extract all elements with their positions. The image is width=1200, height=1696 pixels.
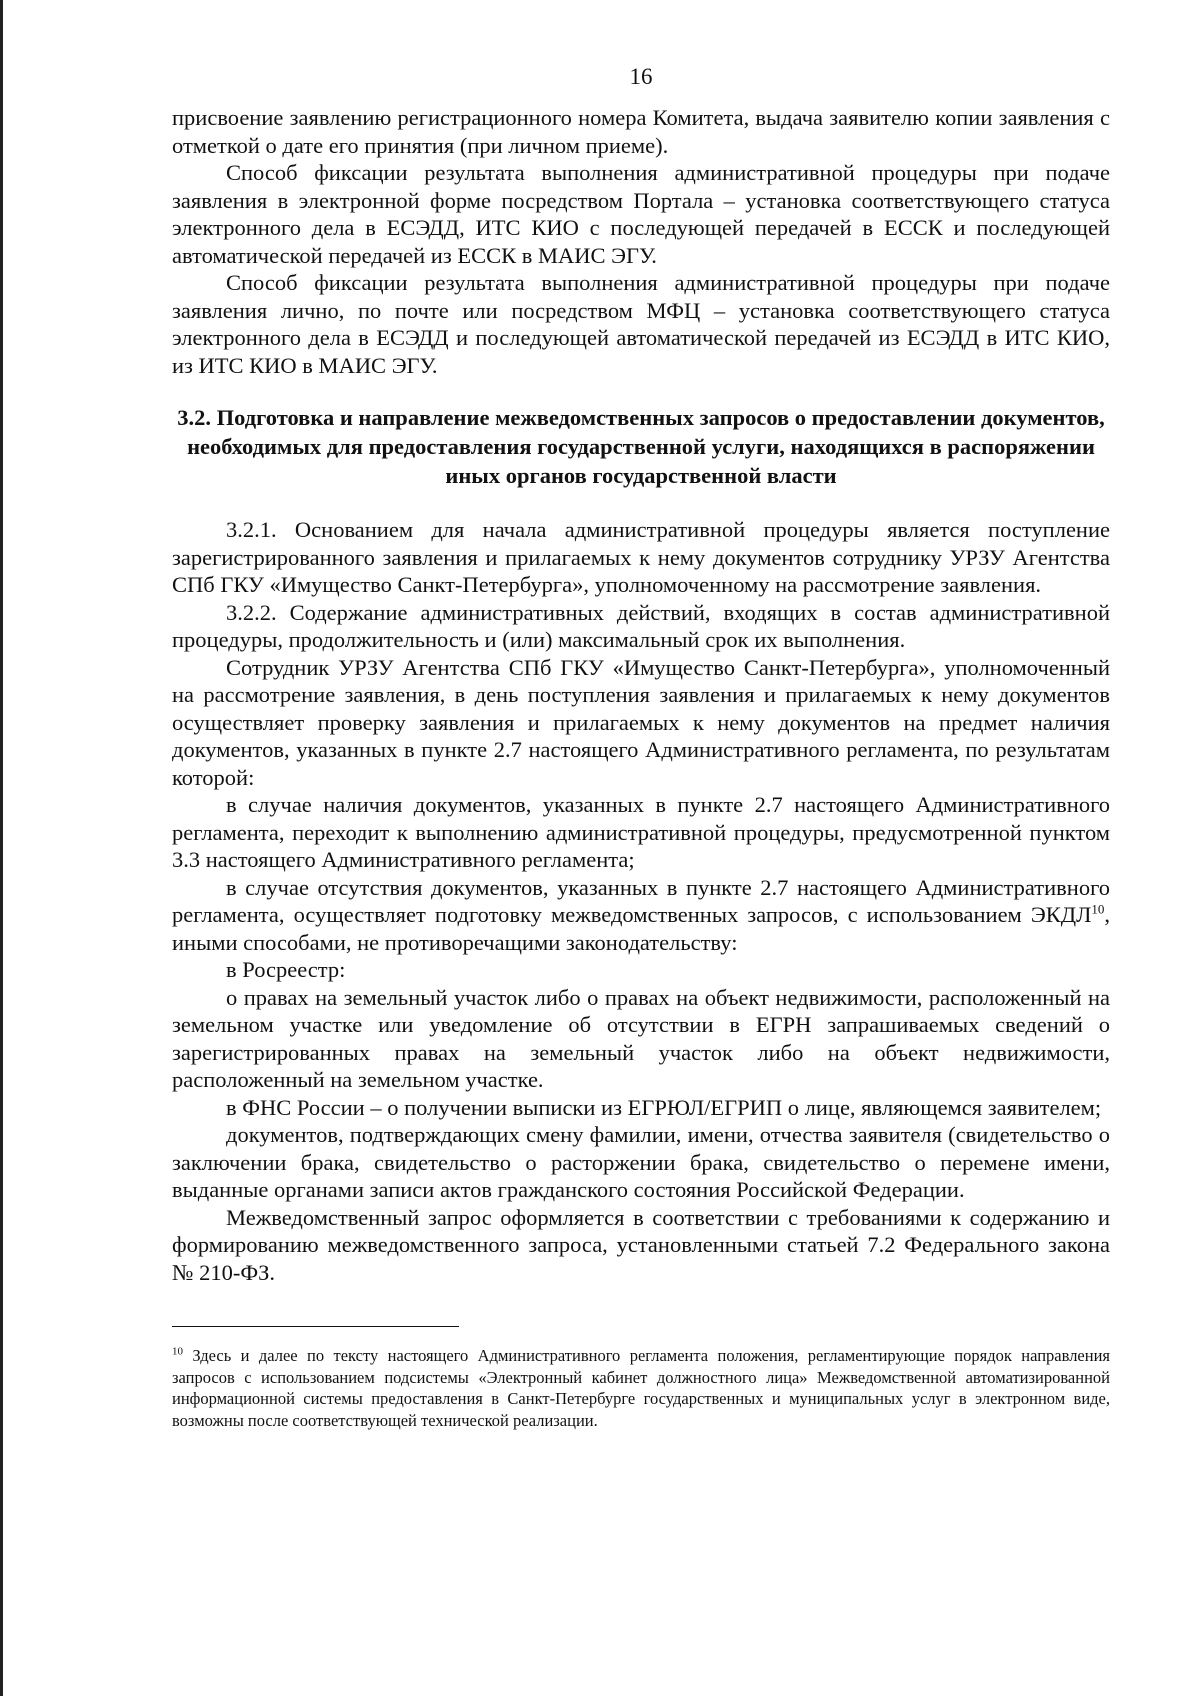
paragraph-mfc-fixation: Способ фиксации результата выполнения административной процедуры при подаче заявления лично, по почте или посредством МФЦ – установка соответствующего статуса электронного дела в ЕСЭДД и последующей автоматической передачей из ЕСЭДД в ИТС КИО, из ИТС КИО в МАИС ЭГУ.	[172, 270, 1110, 378]
footnote-text: Здесь и далее по тексту настоящего Административного регламента положения, регламентирующие порядок направления запросов с использованием подсистемы «Электронный кабинет должностного лица» Межведомственной автоматизированной информационной системы предоставления в Санкт-Петербурге государственных и муниципальных услуг в электронном виде, возможны после соответствующей технической реализации.	[172, 1346, 1110, 1430]
paragraph-documents-present: в случае наличия документов, указанных в пункте 2.7 настоящего Административного регламента, переходит к выполнению административной процедуры, предусмотренной пунктом 3.3 настоящего Административного регламента;	[172, 792, 1110, 872]
page-number: 16	[629, 64, 653, 89]
paragraph-name-change-documents: документов, подтверждающих смену фамилии, имени, отчества заявителя (свидетельство о заключении брака, свидетельство о расторжении брака, свидетельство о перемене имени, выданные органами записи актов гражданского состояния Российской Федерации.	[172, 1122, 1110, 1202]
paragraph-rights-request: о правах на земельный участок либо о правах на объект недвижимости, расположенный на земельном участке или уведомление об отсутствии в ЕГРН запрашиваемых сведений о зарегистрированных правах на земельный участок либо на объект недвижимости, расположенный на земельном участке.	[172, 984, 1110, 1092]
paragraph-rosreestr: в Росреестр:	[226, 957, 346, 982]
footnote-divider	[172, 1326, 459, 1327]
paragraph-documents-absent	[172, 874, 1110, 957]
footnote-reference: 10	[1091, 901, 1105, 917]
paragraph-3-2-1: 3.2.1. Основанием для начала административной процедуры является поступление зарегистрированного заявления и прилагаемых к нему документов сотруднику УРЗУ Агентства СПб ГКУ «Имущество Санкт-Петербурга», уполномоченному на рассмотрение заявления.	[172, 517, 1110, 597]
paragraph-registration: присвоение заявлению регистрационного номера Комитета, выдача заявителю копии заявления с отметкой о дате его принятия (при личном приеме).	[172, 105, 1110, 158]
paragraph-fns-request: в ФНС России – о получении выписки из ЕГРЮЛ/ЕГРИП о лице, являющемся заявителем;	[226, 1094, 1102, 1120]
paragraph-portal-fixation: Способ фиксации результата выполнения административной процедуры при подаче заявления в электронной форме посредством Портала – установка соответствующего статуса электронного дела в ЕСЭДД, ИТС КИО с последующей передачей в ЕССК и последующей автоматической передачей из ЕССК в МАИС ЭГУ.	[172, 160, 1110, 268]
paragraph-documents-absent-tail: , иными способами, не противоречащими законодательству:	[172, 902, 1110, 955]
paragraph-3-2-2: 3.2.2. Содержание административных действий, входящих в состав административной процедуры, продолжительность и (или) максимальный срок их выполнения.	[172, 599, 1110, 652]
scan-left-edge	[0, 0, 3, 1696]
footnote-marker: 10	[172, 1345, 183, 1358]
document-page	[172, 64, 1110, 1431]
footnote	[172, 1345, 1110, 1431]
section-heading: 3.2. Подготовка и направление межведомственных запросов о предоставлении документов, необходимых для предоставления государственной услуги, находящихся в распоряжении иных органов государственной власти	[177, 405, 1105, 488]
paragraph-employee-check: Сотрудник УРЗУ Агентства СПб ГКУ «Имущество Санкт-Петербурга», уполномоченный на рассмотрение заявления, в день поступления заявления и прилагаемых к нему документов осуществляет проверку заявления и прилагаемых к нему документов на предмет наличия документов, указанных в пункте 2.7 настоящего Административного регламента, по результатам которой:	[172, 654, 1110, 790]
paragraph-documents-absent-text: в случае отсутствия документов, указанных в пункте 2.7 настоящего Административного регламента, осуществляет подготовку межведомственных запросов, с использованием ЭКДЛ	[172, 874, 1110, 927]
paragraph-interagency-request: Межведомственный запрос оформляется в соответствии с требованиями к содержанию и формированию межведомственного запроса, установленными статьей 7.2 Федерального закона № 210-ФЗ.	[172, 1204, 1110, 1285]
